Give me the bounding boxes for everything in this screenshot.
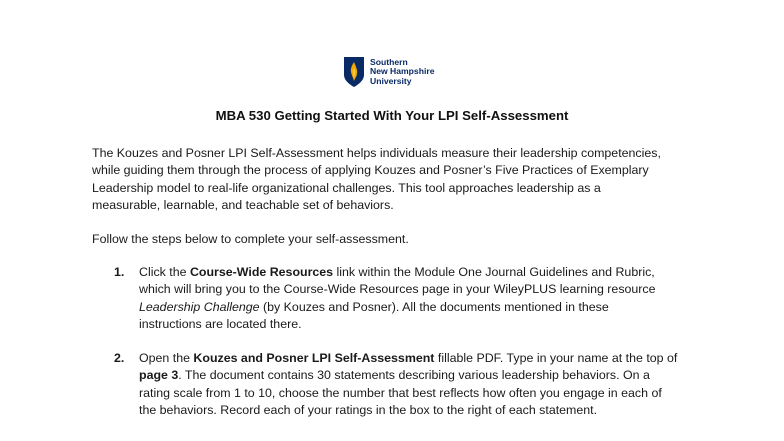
lpi-pdf-name: Kouzes and Posner LPI Self-Assessment xyxy=(193,351,435,365)
page-reference: page 3 xyxy=(139,368,179,383)
logo-line-1: Southern xyxy=(370,56,408,67)
book-title: Leadership Challenge xyxy=(139,299,260,314)
intro-line-2: while guiding them through the process of applying Kouzes and Posner’s Five Practices of Exemplary xyxy=(92,163,649,178)
step-1-line-4: instructions are located there. xyxy=(139,316,302,331)
step-2-text-c: fillable PDF. Type in your name at the top of xyxy=(434,351,678,365)
step-1-line-3 xyxy=(139,299,739,316)
intro-paragraph xyxy=(92,145,702,214)
logo-line-2: New Hampshire xyxy=(370,66,435,77)
shield-flame-icon xyxy=(343,56,365,88)
follow-instructions xyxy=(92,231,702,248)
step-1-line-1 xyxy=(139,264,739,281)
step-2-line-2 xyxy=(139,367,739,384)
follow-line: Follow the steps below to complete your self-assessment. xyxy=(92,232,409,246)
step-1-text-a: Click the xyxy=(139,265,190,279)
step-2-text-a: Open the xyxy=(139,351,194,365)
intro-line-4: measurable, learnable, and teachable set of behaviors. xyxy=(92,197,394,212)
step-2-number: 2. xyxy=(114,351,125,365)
step-2-text xyxy=(139,350,739,419)
step-2-text-l2b: . The document contains 30 statements describing various leadership behaviors. On a xyxy=(178,368,650,383)
intro-line-1: The Kouzes and Posner LPI Self-Assessment helps individuals measure their leadership competencies, xyxy=(92,146,661,160)
step-1-number: 1. xyxy=(114,265,125,279)
step-2-line-4: the behaviors. Record each of your ratings in the box to the right of each statement. xyxy=(139,402,598,417)
logo-line-3: University xyxy=(370,75,412,86)
step-1-line-2: which will bring you to the Course-Wide Resources page in your WileyPLUS learning resource xyxy=(139,282,656,297)
intro-line-3: Leadership model to real-life organizational challenges. This tool approaches leadership as a xyxy=(92,180,601,195)
document-title: MBA 530 Getting Started With Your LPI Self-Assessment xyxy=(215,108,569,123)
step-1-text-c: link within the Module One Journal Guidelines and Rubric, xyxy=(333,265,655,279)
step-1-text-l3b: (by Kouzes and Posner). All the documents mentioned in these xyxy=(259,299,609,314)
logo-wordmark xyxy=(370,58,434,86)
university-logo xyxy=(343,54,434,90)
step-2-line-3: rating scale from 1 to 10, choose the number that best reflects how often you engage in each of xyxy=(139,385,662,400)
step-2-line-1 xyxy=(139,350,739,367)
step-1-text xyxy=(139,264,739,333)
course-wide-resources-link[interactable]: Course-Wide Resources xyxy=(189,265,334,279)
